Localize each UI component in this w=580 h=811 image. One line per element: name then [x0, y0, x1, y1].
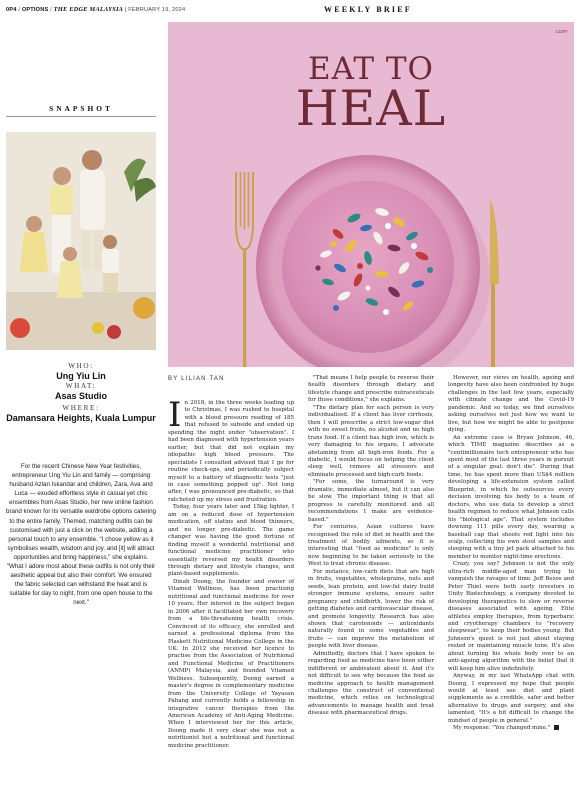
what-label: WHAT:: [65, 382, 97, 390]
paragraph: Admittedly, doctors that I have spoken to regarding food as medicine have been either indifferent or ambivalent about it. And it's not difficult to see why because the food as medicine approach to health management challenges the construct of conventional medicine, which relies on technological advancements to manage health and treat disease with pharmaceutical drugs.: [308, 650, 434, 717]
paragraph: For instance, low-carb diets that are high in fruits, vegetables, wholegrains, nuts and seeds, lean protein, and low-fat dairy build stronger immune systems, ensure safer pregnancy and childbirth, lower the risk of getting diabetes and cardiovascular disease, and promote longevity. Research has also shown that carotenoids — antioxidants naturally found in some vegetables and fruits — can improve the metabolism of people with liver disease.: [308, 568, 434, 650]
family-photo-illustration: [6, 132, 156, 350]
paragraph: In 2018, in the three weeks leading up to Christmas, I was rushed to hospital with a blood pressure reading of 185 that refused to subside and ended up spending the night under "observation". I had been diagnosed with hypertension years earlier, but that did not explain my idiopathic high blood pressure. The specialists I consulted advised that I go for routine check-ups, and periodically subject myself to a battery of diagnostic tests "just in case something popped up". Not long after, I was pronounced pre-diabetic, so that ratcheted up my stress and frustration.: [168, 395, 294, 503]
paragraph: My response: "You changed mine.": [448, 725, 574, 732]
paragraph: Dinah Doong, the founder and owner of Vitamed Wellness, has been practising nutritional and functional medicine for over 10 years. Her interest in the subject began in 2006 after it facilitated her own recovery from a life-threatening health crisis. Convinced of its efficacy, she enrolled and earned a professional diploma from the Plaskett Nutritional Medicine College in the UK. In 2012 she received her licence to practise from the Association of Nutritional and Functional Medicine of Practitioners (ANMP) Malaysia, and founded Vitamed Wellness. Subsequently, Doong earned a master's degree in complementary medicine from the University College of Yayasan Pahang and currently holds a fellowship in integrative cancer therapies from the American Academy of Anti-Aging Medicine. When I interviewed her for this article, Doong made it very clear she was not a nutritionist but a nutritional and functional medicine practitioner.: [168, 578, 294, 749]
snapshot-details: [6, 362, 156, 424]
knife-icon: [490, 200, 499, 367]
page-header: [6, 4, 574, 20]
paragraph: An extreme case is Bryan Johnson, 46, which TIME magazine describes as a "centimillionaire tech entrepreneur who has spent most of the last three years in pursuit of a singular goal: don't die". During that time, he has spent more than US$4 million developing a life-extension system called Blueprint, in which he outsources every decision involving his body to a team of doctors, who use data to develop a strict health regimen to reduce what Johnson calls his "biological age". That system includes downing 111 pills every day, wearing a baseball cap that shoots red light into his scalp, collecting his own stool samples and sleeping with a tiny jet pack attached to his member to monitor night-time erections.: [448, 434, 574, 560]
snapshot-label: SNAPSHOT: [49, 104, 113, 113]
folio: 0P4 / OPTIONS / THE EDGE MALAYSIA | FEBRUARY 19, 2024: [6, 6, 186, 13]
paragraph: However, our views on health, ageing and longevity have also been confronted by huge challenges in the last few years, especially with climate change and the Covid-19 pandemic. And so today, we find ourselves asking ourselves not just how we want to live, but how we might be able to postpone dying.: [448, 375, 574, 434]
paragraph: Today, four years later and 15kg lighter, I am on a reduced dose of hypertension medication, off statins and blood thinners, and no longer pre-diabetic. The game changer was having the good fortune of finding myself a wonderful nutritional and functional medicine practitioner who essentially reversed my health disorders through dietary and lifestyle changes, and plant-based supplements.: [168, 504, 294, 578]
paragraph: "That means I help people to reverse their health disorders through dietary and lifestyle change and prescribe nutraceuticals for those conditions," she explains.: [308, 375, 434, 404]
who-value: Ung Yiu Lin: [56, 371, 106, 381]
end-mark-icon: [554, 725, 559, 730]
photo-credit: 123RF: [555, 29, 568, 34]
where-label: WHERE:: [62, 404, 100, 412]
hero-title-line-1: EAT TO: [308, 51, 434, 87]
paragraph: Anyway, in my last WhatsApp chat with Doong, I expressed my hope that people would at least see diet and plant supplements as a credible, safer and better alternative to drugs and surgery, and she lamented, "It's a bit difficult to change the mindset of people in general.": [448, 673, 574, 724]
section-name: OPTIONS: [21, 7, 49, 13]
where-value: Damansara Heights, Kuala Lumpur: [6, 413, 156, 423]
paragraph: For centuries, Asian cultures have recognised the role of diet in health and the treatment of bodily ailments, so it is interesting that "food as medicine" is only now beginning to be taken seriously in the West to treat chronic disease.: [308, 524, 434, 568]
what-value: Asas Studio: [54, 391, 107, 401]
who-label: WHO:: [68, 362, 94, 370]
paragraph: Crazy, you say? Johnson is not the only ultra-rich middle-aged man trying to vanquish the ravages of time. Jeff Bezos and Peter Thiel were both early investors in Unity Biotechnology, a company devoted to developing therapeutics to slow or reverse diseases associated with ageing. Elite athletes employ therapies, from hyperbaric and cryotherapy chambers to "recovery sleepwear", to keep their bodies young. But Johnson's quest is not just about staying rested or maintaining muscle tone. It's also about turning his whole body over to an anti-ageing algorithm with the belief that it will keep him alive indefinitely.: [448, 561, 574, 672]
paragraph: "For some, the turnaround is very dramatic, immediate almost, but it can also be slow. The important thing is that all progress is carefully monitored and all recommendations I make are evidence-based.": [308, 479, 434, 523]
article-column-1: [168, 395, 294, 750]
family-photo: [6, 132, 156, 350]
brand-name: THE EDGE MALAYSIA: [53, 6, 124, 13]
issue-date: FEBRUARY 19, 2024: [128, 7, 186, 13]
snapshot-caption: For the recent Chinese New Year festivities, entrepreneur Ung Yiu Lin and family — comprising husband Azlan Iskandar and children, Zara, Ava and Luca — exuded effortless style in casual yet chic ensembles from Asas Studio, her new online fashion brand known for its versatile wardrobe options catering to the entire family. Themed, matching outfits can be customised with just a click on the website, adding a personal touch to any ensemble. "I chose yellow as it symbolises wealth, wisdom and joy, and [it] will attract opportunities and bring happiness," she explains. "What I adore most about these outfits is not only their aesthetic appeal but also their comfort. We ensured the fabric selected can withstand the heat and is suitable for day to night, from one open house to the next.": [6, 463, 156, 607]
paragraph: "The dietary plan for each person is very individualised. If a client has liver cirrhosis, then I will prescribe a strict low-sugar diet with no sweet fruits, no alcohol and no high trans food. If a client has high iron, which is very damaging to his organs, I advocate abstaining from all high-iron foods. For a diabetic, I would focus on helping the client sleep well, remove all stressors and eliminate processed and high-carb foods.: [308, 404, 434, 478]
page-number: 0P4: [6, 7, 17, 13]
byline: BY LILIAN TAN: [168, 376, 225, 382]
snapshot-divider: [6, 116, 156, 117]
section-title: WEEKLY BRIEF: [324, 5, 412, 14]
drop-cap: I: [168, 395, 182, 435]
fork-icon: [236, 172, 253, 367]
article-column-2: [308, 375, 434, 718]
hero-title-line-2: HEAL: [295, 80, 447, 137]
article-column-3: [448, 375, 574, 733]
hero-image: [168, 22, 574, 367]
